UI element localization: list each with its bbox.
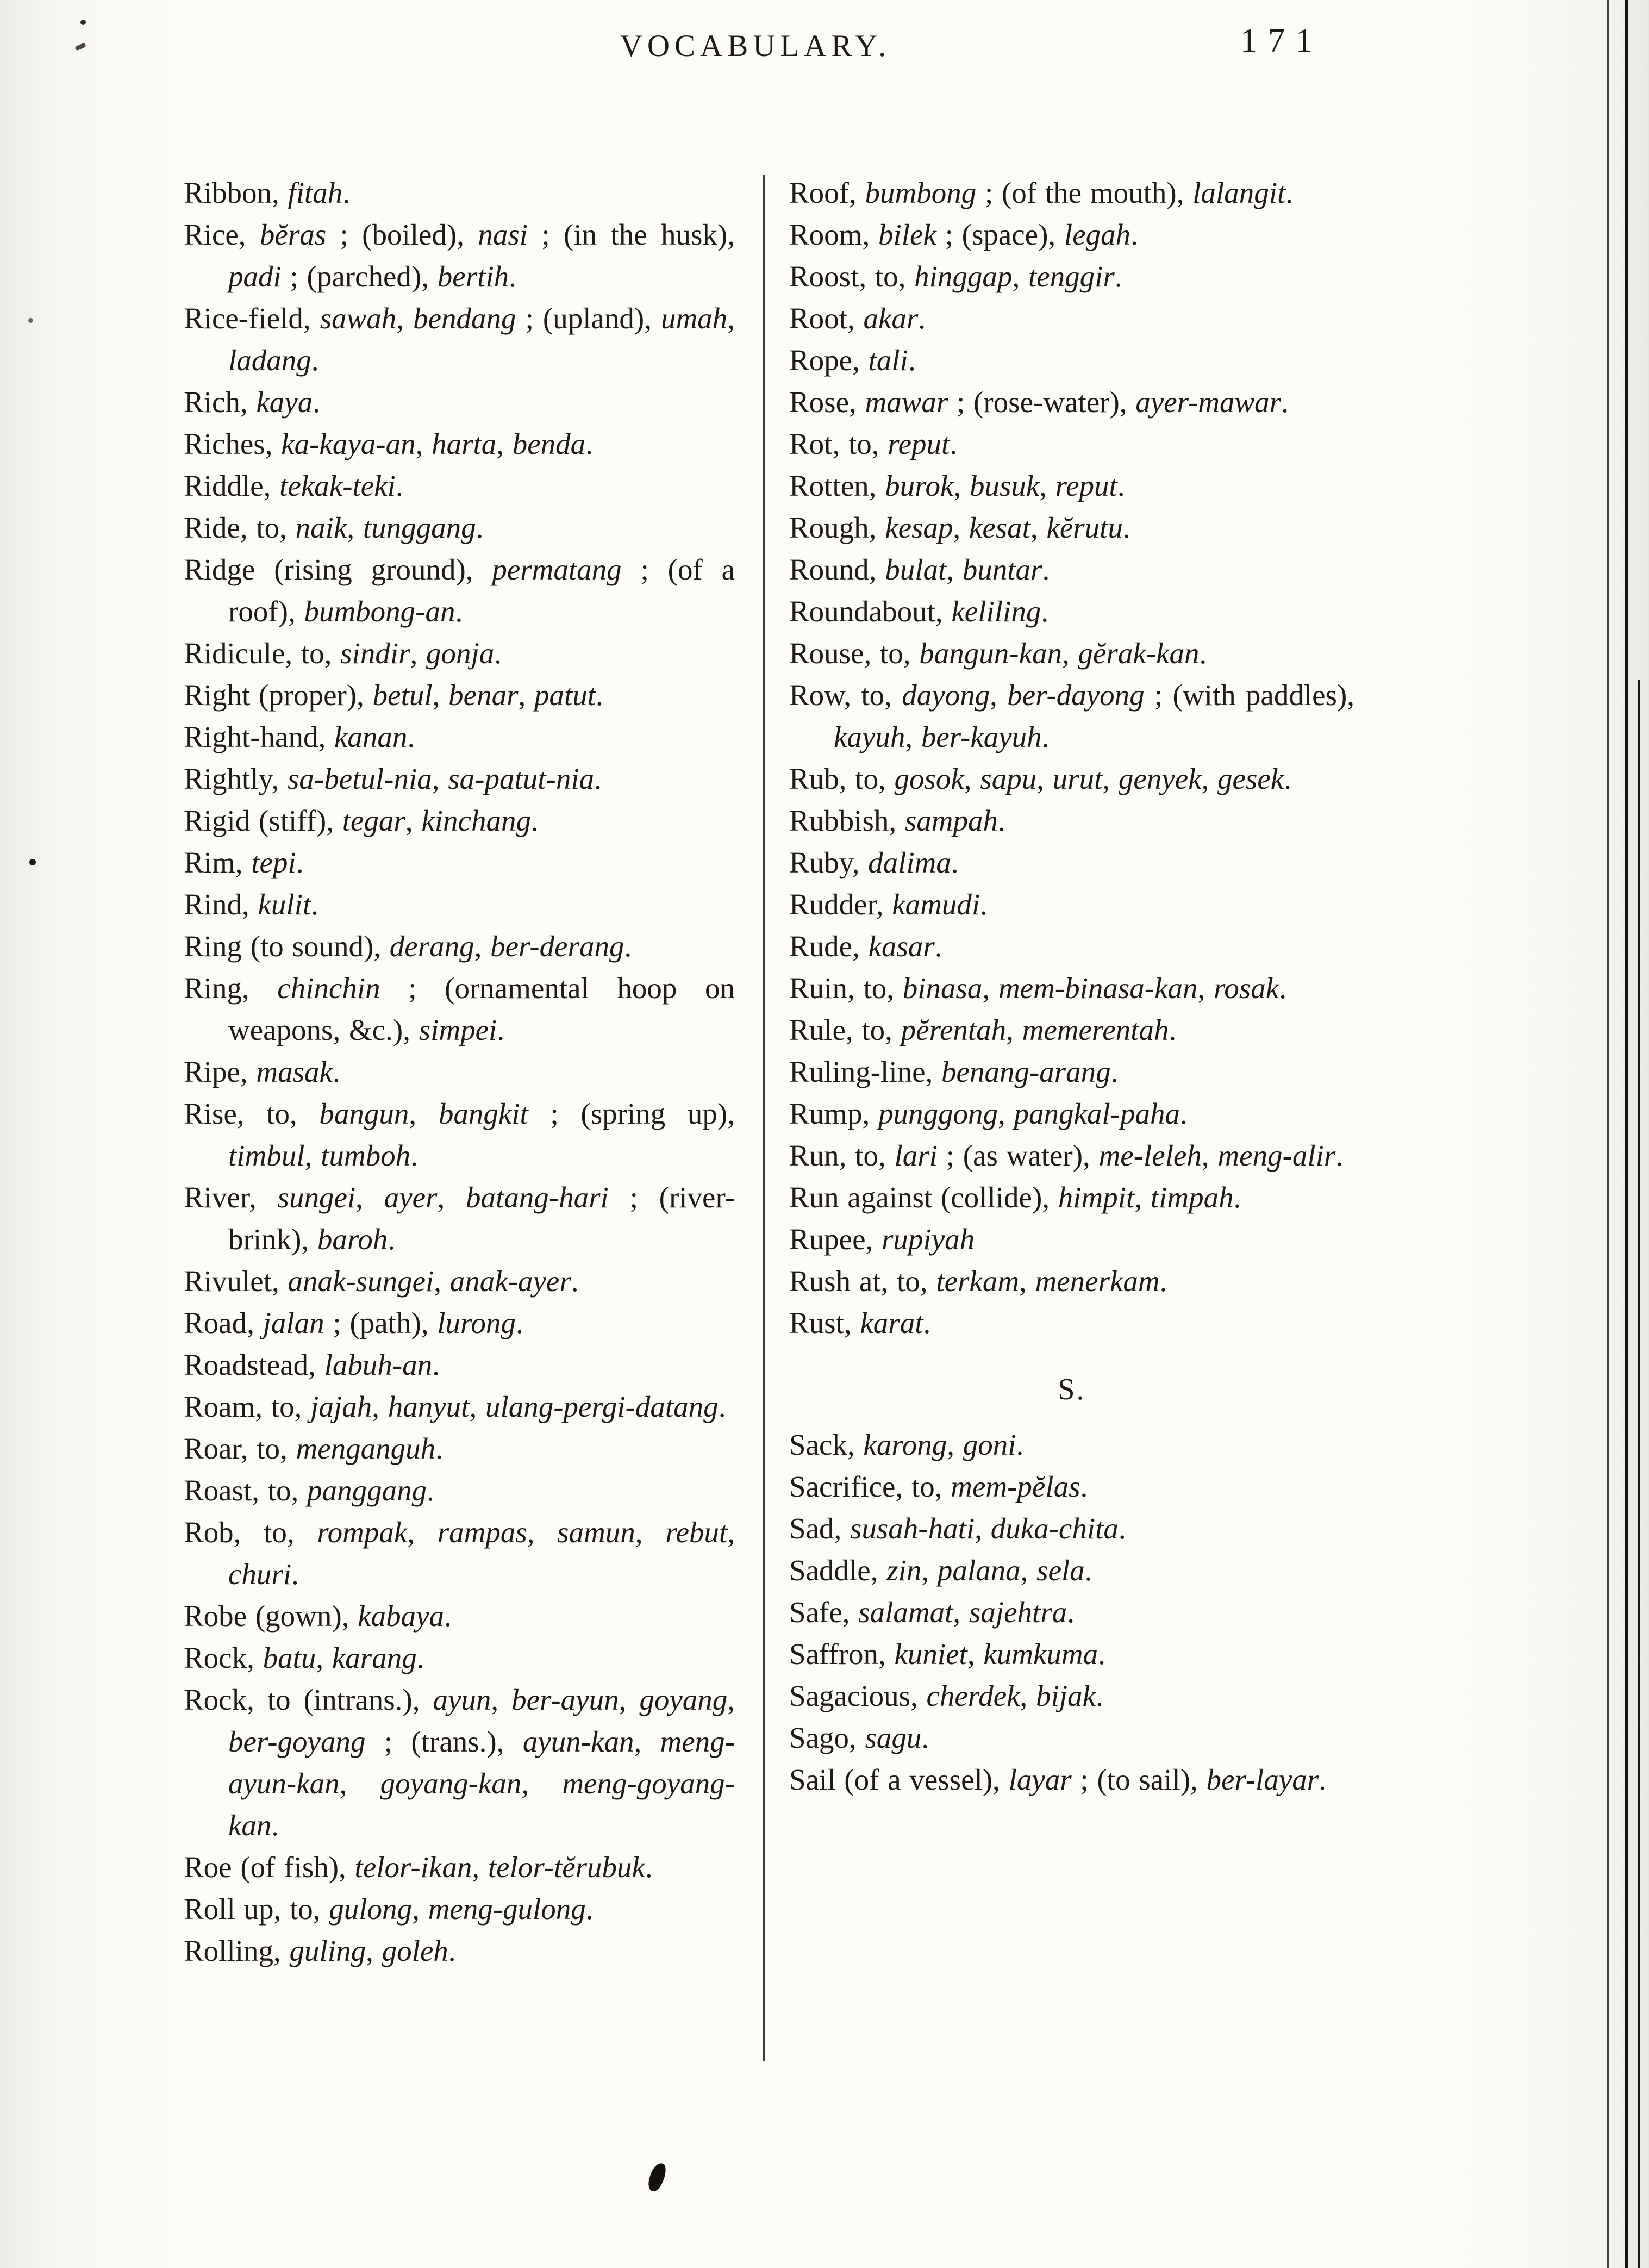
dictionary-entry: Roe (of fish), telor-ikan, telor-tĕrubuk. — [184, 1850, 653, 1884]
dictionary-entry: Rouse, to, bangun-kan, gĕrak-kan. — [789, 637, 1207, 670]
left-column-entries — [184, 172, 735, 1972]
dictionary-entry: Sack, karong, goni. — [789, 1428, 1024, 1461]
dictionary-entry: Sad, susah-hati, duka-chita. — [789, 1512, 1126, 1545]
running-title: VOCABULARY. — [620, 29, 891, 63]
column-divider-rule — [763, 175, 765, 2061]
section-heading-s: S. — [1058, 1373, 1086, 1406]
dictionary-entry: Saddle, zin, palana, sela. — [789, 1554, 1092, 1587]
dictionary-entry: Roar, to, menganguh. — [184, 1432, 443, 1465]
dictionary-entry: Round, bulat, buntar. — [789, 553, 1050, 586]
dictionary-entry: Rule, to, pĕrentah, memerentah. — [789, 1013, 1177, 1046]
dictionary-entry: Sail (of a vessel), layar ; (to sail), ber-layar. — [789, 1763, 1326, 1796]
dictionary-entry: River, sungei, ayer, batang-hari ; (river-brink), baroh. — [184, 1181, 735, 1256]
dictionary-entry: Riddle, tekak-teki. — [184, 469, 403, 502]
dictionary-entry: Rock, batu, karang. — [184, 1641, 424, 1674]
dictionary-entry: Rude, kasar. — [789, 930, 942, 963]
dictionary-entry: Rough, kesap, kesat, kĕrutu. — [789, 511, 1130, 544]
dictionary-entry: Ridicule, to, sindir, gonja. — [184, 637, 502, 670]
dictionary-entry: Roll up, to, gulong, meng-gulong. — [184, 1892, 594, 1926]
dictionary-entry: Ride, to, naik, tunggang. — [184, 511, 484, 544]
dictionary-entry: Saffron, kuniet, kumkuma. — [789, 1637, 1105, 1671]
dictionary-entry: Ruling-line, benang-arang. — [789, 1055, 1119, 1088]
dictionary-entry: Roam, to, jajah, hanyut, ulang-pergi-datang. — [184, 1390, 726, 1423]
dictionary-entry: Run against (collide), himpit, timpah. — [789, 1181, 1241, 1214]
ink-speck — [29, 859, 36, 865]
scan-edge-line — [1607, 0, 1609, 2268]
left-column — [184, 172, 735, 1972]
dictionary-entry: Right-hand, kanan. — [184, 720, 415, 753]
dictionary-entry: Rind, kulit. — [184, 888, 318, 921]
dictionary-entry: Rich, kaya. — [184, 385, 320, 419]
dictionary-entry: Rice, bĕras ; (boiled), nasi ; (in the husk), padi ; (parched), bertih. — [184, 218, 735, 293]
dictionary-entry: Ring, chinchin ; (ornamental hoop on weapons, &c.), simpei. — [184, 971, 735, 1046]
dictionary-entry: Rightly, sa-betul-nia, sa-patut-nia. — [184, 762, 602, 795]
dictionary-entry: Rub, to, gosok, sapu, urut, genyek, gesek. — [789, 762, 1291, 795]
dictionary-entry: Rock, to (intrans.), ayun, ber-ayun, goyang, ber-goyang ; (trans.), ayun-kan, meng-ayun-kan, goyang-kan, meng-goyang-kan. — [184, 1683, 735, 1842]
dictionary-entry: Rose, mawar ; (rose-water), ayer-mawar. — [789, 385, 1289, 419]
dictionary-entry: Rim, tepi. — [184, 846, 304, 879]
dictionary-entry: Rupee, rupiyah — [789, 1223, 975, 1256]
dictionary-entry: Roost, to, hinggap, tenggir. — [789, 260, 1122, 293]
dictionary-entry: Sagacious, cherdek, bijak. — [789, 1679, 1103, 1712]
dictionary-entry: Roundabout, keliling. — [789, 595, 1049, 628]
dictionary-entry: Ruin, to, binasa, mem-binasa-kan, rosak. — [789, 971, 1286, 1005]
ink-speck — [80, 20, 86, 25]
dictionary-entry: Room, bilek ; (space), legah. — [789, 218, 1138, 251]
dictionary-entry: Row, to, dayong, ber-dayong ; (with paddles), kayuh, ber-kayuh. — [789, 678, 1355, 753]
dictionary-entry: Sacrifice, to, mem-pĕlas. — [789, 1470, 1088, 1503]
right-column — [789, 172, 1354, 1800]
dictionary-entry: Right (proper), betul, benar, patut. — [184, 678, 603, 712]
dictionary-entry: Safe, salamat, sajehtra. — [789, 1596, 1075, 1629]
dictionary-entry: Rice-field, sawah, bendang ; (upland), umah, ladang. — [184, 302, 735, 377]
dictionary-entry: Run, to, lari ; (as water), me-leleh, meng-alir. — [789, 1139, 1344, 1172]
dictionary-entry: Rudder, kamudi. — [789, 888, 988, 921]
ink-speck — [74, 42, 86, 51]
dictionary-entry: Road, jalan ; (path), lurong. — [184, 1306, 523, 1339]
dictionary-entry: Ripe, masak. — [184, 1055, 340, 1088]
dictionary-entry: Rust, karat. — [789, 1306, 931, 1339]
dictionary-entry: Robe (gown), kabaya. — [184, 1599, 452, 1633]
dictionary-entry: Ruby, dalima. — [789, 846, 959, 879]
dictionary-entry: Rise, to, bangun, bangkit ; (spring up), timbul, tumboh. — [184, 1097, 735, 1172]
dictionary-entry: Rolling, guling, goleh. — [184, 1934, 456, 1967]
ink-blot — [646, 2161, 668, 2193]
dictionary-entry: Rob, to, rompak, rampas, samun, rebut, churi. — [184, 1516, 735, 1591]
dictionary-entry: Roast, to, panggang. — [184, 1474, 434, 1507]
dictionary-entry: Roadstead, labuh-an. — [184, 1348, 440, 1381]
dictionary-entry: Sago, sagu. — [789, 1721, 929, 1754]
dictionary-entry: Roof, bumbong ; (of the mouth), lalangit. — [789, 176, 1294, 209]
dictionary-entry: Rope, tali. — [789, 344, 916, 377]
right-column-entries-r — [789, 172, 1354, 1344]
dictionary-entry: Rump, punggong, pangkal-paha. — [789, 1097, 1188, 1130]
right-column-entries-s — [789, 1424, 1354, 1800]
dictionary-entry: Ribbon, fitah. — [184, 176, 351, 209]
dictionary-entry: Rush at, to, terkam, menerkam. — [789, 1264, 1167, 1298]
dictionary-entry: Ridge (rising ground), permatang ; (of a roof), bumbong-an. — [184, 553, 735, 628]
page-number: 171 — [1240, 22, 1323, 59]
ink-speck — [28, 318, 33, 323]
dictionary-entry: Ring (to sound), derang, ber-derang. — [184, 930, 632, 963]
scan-edge-line — [1638, 680, 1640, 2268]
dictionary-entry: Rivulet, anak-sungei, anak-ayer. — [184, 1264, 579, 1298]
dictionary-entry: Rubbish, sampah. — [789, 804, 1005, 837]
scan-edge-line — [1625, 0, 1628, 2268]
dictionary-entry: Rigid (stiff), tegar, kinchang. — [184, 804, 539, 837]
dictionary-entry: Rotten, burok, busuk, reput. — [789, 469, 1125, 502]
dictionary-entry: Root, akar. — [789, 302, 926, 335]
dictionary-entry: Riches, ka-kaya-an, harta, benda. — [184, 427, 593, 460]
dictionary-entry: Rot, to, reput. — [789, 427, 958, 460]
